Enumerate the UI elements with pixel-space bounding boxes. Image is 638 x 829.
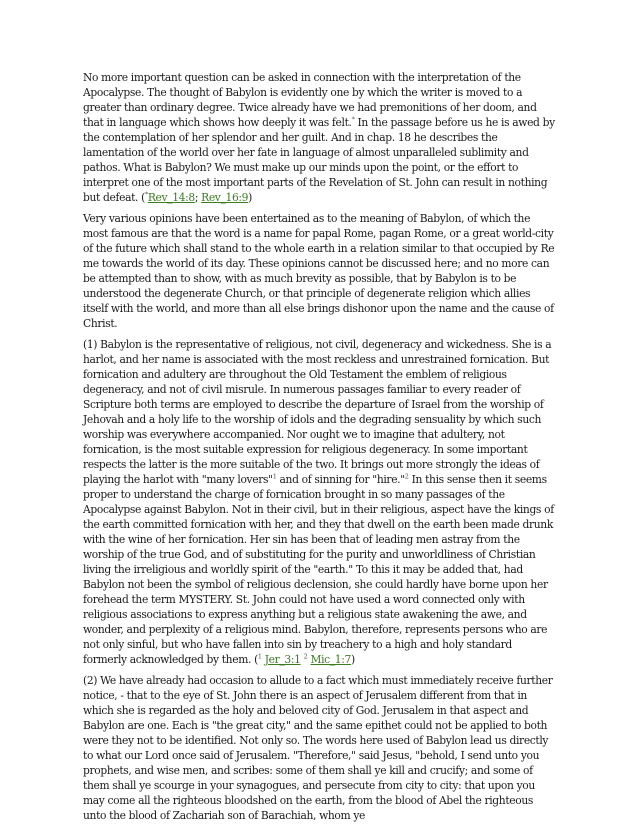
text-segment: (1) Babylon is the representative of religious, not civil, degeneracy and wickedness. She is a harlot, and her name is associated with the most reckless and unrestrained fornication. But fornication and adultery are throughout the Old Testament the emblem of religious degeneracy, and not of civil misrule. In numerous passages familiar to every reader of Scripture both terms are employed to describe the departure of Israel from the worship of Jehovah and a holy life to the worship of idols and the degrading sensuality by which such worship was everywhere accompanied. Nor ought we to imagine that adultery, not fornication, is the most suitable expression for religious degeneracy. In some important respects the latter is the more suitable of the two. It brings out more strongly the ideas of playing the harlot with "many lovers" xyxy=(83,338,552,486)
footnote-marker: 2 xyxy=(404,472,409,481)
footnote-marker: * xyxy=(144,190,148,199)
footnote-marker: 1 xyxy=(257,652,262,661)
scripture-link-rev-14-8[interactable]: Rev_14:8 xyxy=(147,191,195,204)
separator: ; xyxy=(194,191,202,204)
scripture-link-rev-16-9[interactable]: Rev_16:9 xyxy=(201,191,249,204)
text-segment: No more important question can be asked in connection with the interpretation of the Apocalypse. The thought of Babylon is evidently one by which the writer is moved to a greater than ordinary degree. Twice already have we had premonitions of her doom, and that in language which shows how deeply it was felt. xyxy=(83,71,537,129)
paragraph-point-1 xyxy=(83,337,556,667)
closing-paren: ) xyxy=(248,191,252,204)
footnote-marker: * xyxy=(351,115,355,124)
text-segment: and of sinning for "hire." xyxy=(276,473,405,486)
paragraph-point-2: (2) We have already had occasion to allude to a fact which must immediately receive further notice, - that to the eye of St. John there is an aspect of Jerusalem different from that in which she is regarded as the holy and beloved city of God. Jerusalem in that aspect and Babylon are one. Each is "the great city," and the same epithet could not be applied to both were they not to be identified. Not only so. The words here used of Babylon lead us directly to what our Lord once said of Jerusalem. "Therefore," said Jesus, "behold, I send unto you prophets, and wise men, and scribes: some of them shall ye kill and crucify; and some of them shall ye scourge in your synagogues, and persecute from city to city: that upon you may come all the righteous bloodshed on the earth, from the blood of Abel the righteous unto the blood of Zachariah son of Barachiah, whom ye xyxy=(83,674,553,822)
scripture-link-mic-1-7[interactable]: Mic_1:7 xyxy=(310,653,351,666)
scripture-link-jer-3-1[interactable]: Jer_3:1 xyxy=(264,653,301,666)
footnote-marker: 2 xyxy=(303,652,308,661)
text-segment: In this sense then it seems proper to understand the charge of fornication brought in so many passages of the Apocalypse against Babylon. Not in their civil, but in their religious, aspect have the kings of the earth committed fornication with her, and they that dwell on the earth been made drunk with the wine of her fornication. Her sin has been that of leading men astray from the worship of the true God, and of substituting for the purity and unworldliness of Christian living the irreligious and worldly spirit of the "earth." To this it may be added that, had Babylon not been the symbol of religious declension, she could hardly have borne upon her forehead the term MYSTERY. St. John could not have used a word connected only with religious associations to express anything but a religious state awakening the awe, and wonder, and perplexity of a religious mind. Babylon, therefore, represents persons who are not only sinful, but who have fallen into sin by treachery to a high and holy standard formerly acknowledged by them. ( xyxy=(83,473,554,666)
paragraph-intro xyxy=(83,70,556,205)
text-segment: In the passage before us he is awed by the contemplation of her splendor and her guilt. And in chap. 18 he describes the lamentation of the world over her fate in language of almost unparalleled sublimity and pathos. What is Babylon? We must make up our minds upon the point, or the effort to interpret one of the most important parts of the Revelation of St. John can result in nothing but defeat. ( xyxy=(83,116,555,204)
closing-paren: ) xyxy=(350,653,355,666)
document-page xyxy=(83,70,556,829)
paragraph-opinions: Very various opinions have been entertained as to the meaning of Babylon, of which the most famous are that the word is a name for papal Rome, pagan Rome, or a great world-city of the future which shall stand to the whole earth in a relation similar to that occupied by Re me towards the world of its day. These opinions cannot be discussed here; and no more can be attempted than to show, with as much brevity as possible, that by Babylon is to be understood the degenerate Church, or that principle of degenerate religion which allies itself with the world, and more than all else brings dishonor upon the name and the cause of Christ. xyxy=(83,212,555,330)
footnote-marker: 1 xyxy=(272,472,277,481)
